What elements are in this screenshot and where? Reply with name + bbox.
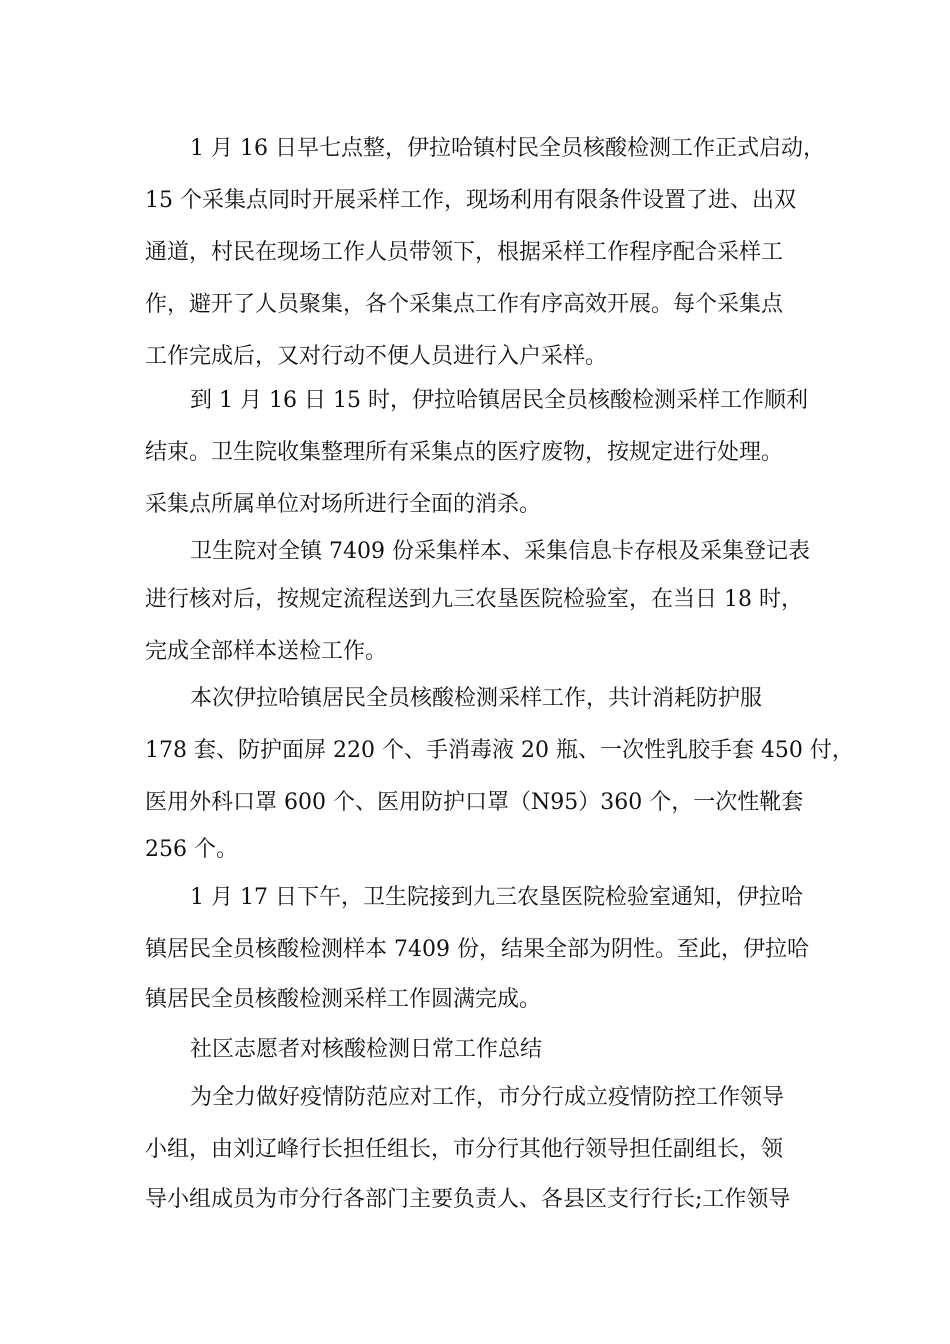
text-line: 卫生院对全镇 7409 份采集样本、采集信息卡存根及采集登记表: [190, 539, 810, 564]
text-line: 导小组成员为市分行各部门主要负责人、各县区支行行长;工作领导: [145, 1187, 791, 1212]
text-line: 工作完成后，又对行动不便人员进行入户采样。: [145, 344, 608, 369]
text-line: 到 1 月 16 日 15 时，伊拉哈镇居民全员核酸检测采样工作顺利: [190, 388, 808, 413]
text-line: 小组，由刘辽峰行长担任组长，市分行其他行领导担任副组长，领: [145, 1137, 784, 1162]
text-line: 15 个采集点同时开展采样工作，现场利用有限条件设置了进、出双: [145, 188, 796, 213]
text-line: 结束。卫生院收集整理所有采集点的医疗废物，按规定进行处理。: [145, 440, 784, 465]
text-line: 完成全部样本送检工作。: [145, 639, 388, 664]
text-line: 1 月 17 日下午，卫生院接到九三农垦医院检验室通知，伊拉哈: [190, 885, 803, 910]
text-line: 本次伊拉哈镇居民全员核酸检测采样工作，共计消耗防护服: [190, 686, 763, 711]
text-line: 镇居民全员核酸检测采样工作圆满完成。: [145, 987, 542, 1012]
text-line: 进行核对后，按规定流程送到九三农垦医院检验室，在当日 18 时，: [145, 587, 803, 612]
text-line: 256 个。: [145, 837, 238, 862]
section-heading: 社区志愿者对核酸检测日常工作总结: [190, 1037, 543, 1062]
text-line: 作，避开了人员聚集，各个采集点工作有序高效开展。每个采集点: [145, 292, 784, 317]
text-line: 通道，村民在现场工作人员带领下，根据采样工作程序配合采样工: [145, 240, 784, 265]
text-line: 为全力做好疫情防范应对工作，市分行成立疫情防控工作领导: [190, 1085, 785, 1110]
text-line: 医用外科口罩 600 个、医用防护口罩（N95）360 个，一次性靴套: [145, 790, 804, 815]
text-line: 178 套、防护面屏 220 个、手消毒液 20 瓶、一次性乳胶手套 450 付，: [145, 738, 854, 763]
text-line: 镇居民全员核酸检测样本 7409 份，结果全部为阴性。至此，伊拉哈: [145, 937, 809, 962]
text-line: 采集点所属单位对场所进行全面的消杀。: [145, 492, 542, 517]
text-line: 1 月 16 日早七点整，伊拉哈镇村民全员核酸检测工作正式启动，: [190, 136, 825, 161]
